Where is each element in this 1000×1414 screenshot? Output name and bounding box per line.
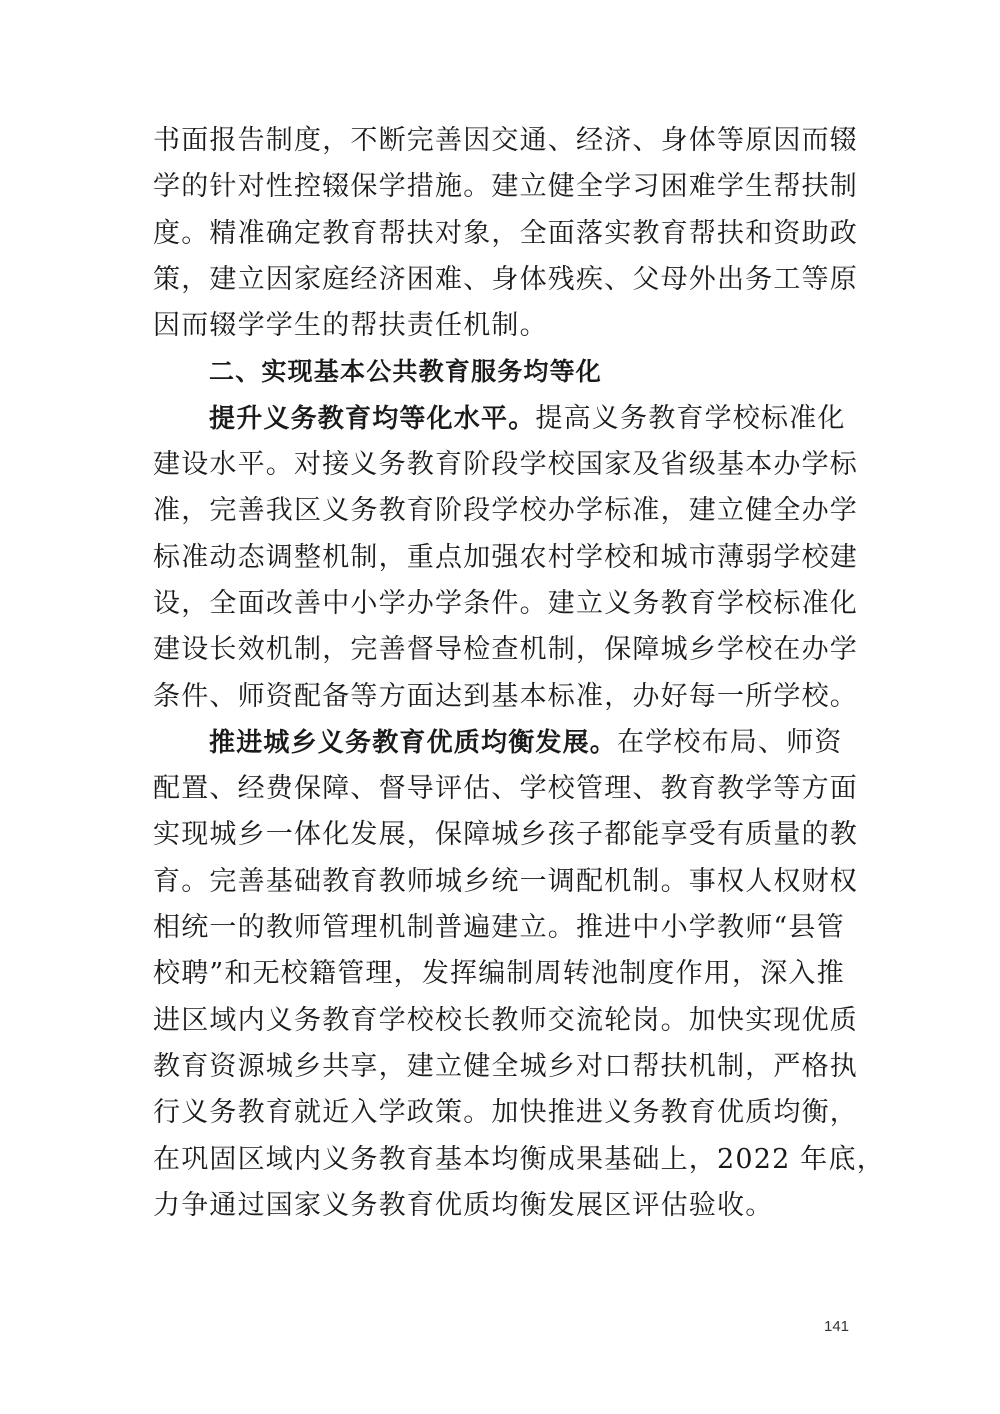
text-line: 学的针对性控辍保学措施。建立健全学习困难学生帮扶制 [153,171,858,203]
text-line: 行义务教育就近入学政策。加快推进义务教育优质均衡， [153,1097,858,1129]
text-line: 因而辍学学生的帮扶责任机制。 [153,310,548,342]
text-line: 设，全面改善中小学办学条件。建立义务教育学校标准化 [153,587,858,619]
text-line: 建设水平。对接义务教育阶段学校国家及省级基本办学标 [153,449,858,481]
text-line: 书面报告制度，不断完善因交通、经济、身体等原因而辍 [153,125,858,156]
text-line: 实现城乡一体化发展，保障城乡孩子都能享受有质量的教 [153,819,858,851]
text-line: 相统一的教师管理机制普遍建立。推进中小学教师“县管 [153,912,845,944]
paragraph-lead: 提升义务教育均等化水平。 [209,403,536,434]
text-line: 建设长效机制，完善督导检查机制，保障城乡学校在办学 [153,634,858,666]
text-line: 标准动态调整机制，重点加强农村学校和城市薄弱学校建 [153,541,858,573]
paragraph-lead: 推进城乡义务教育优质均衡发展。 [209,727,618,758]
text-line: 准，完善我区义务教育阶段学校办学标准，建立健全办学 [153,495,858,527]
paragraph-text: 提高义务教育学校标准化 [535,402,846,434]
text-line: 条件、师资配备等方面达到基本标准，办好每一所学校。 [153,680,858,712]
text-line: 教育资源城乡共享，建立健全城乡对口帮扶机制，严格执 [153,1050,858,1082]
paragraph-first-line [153,396,846,442]
text-line: 度。精准确定教育帮扶对象，全面落实教育帮扶和资助政 [153,217,858,249]
paragraph-text: 在学校布局、师资 [617,726,843,758]
text-line: 策，建立因家庭经济困难、身体残疾、父母外出务工等原 [153,263,858,295]
section-heading: 二、实现基本公共教育服务均等化 [209,357,603,387]
paragraph-first-line [153,720,843,766]
text-line: 进区域内义务教育学校校长教师交流轮岗。加快实现优质 [153,1004,858,1036]
text-line: 在巩固区域内义务教育基本均衡成果基础上，2022 年底， [153,1143,885,1175]
text-line: 配置、经费保障、督导评估、学校管理、教育教学等方面 [153,773,858,805]
text-line: 校聘”和无校籍管理，发挥编制周转池制度作用，深入推 [153,958,845,990]
document-body [153,118,885,1229]
text-line: 力争通过国家义务教育优质均衡发展区评估验收。 [153,1189,774,1221]
page-number: 141 [824,1318,850,1335]
text-line: 育。完善基础教育教师城乡统一调配机制。事权人权财权 [153,865,858,897]
